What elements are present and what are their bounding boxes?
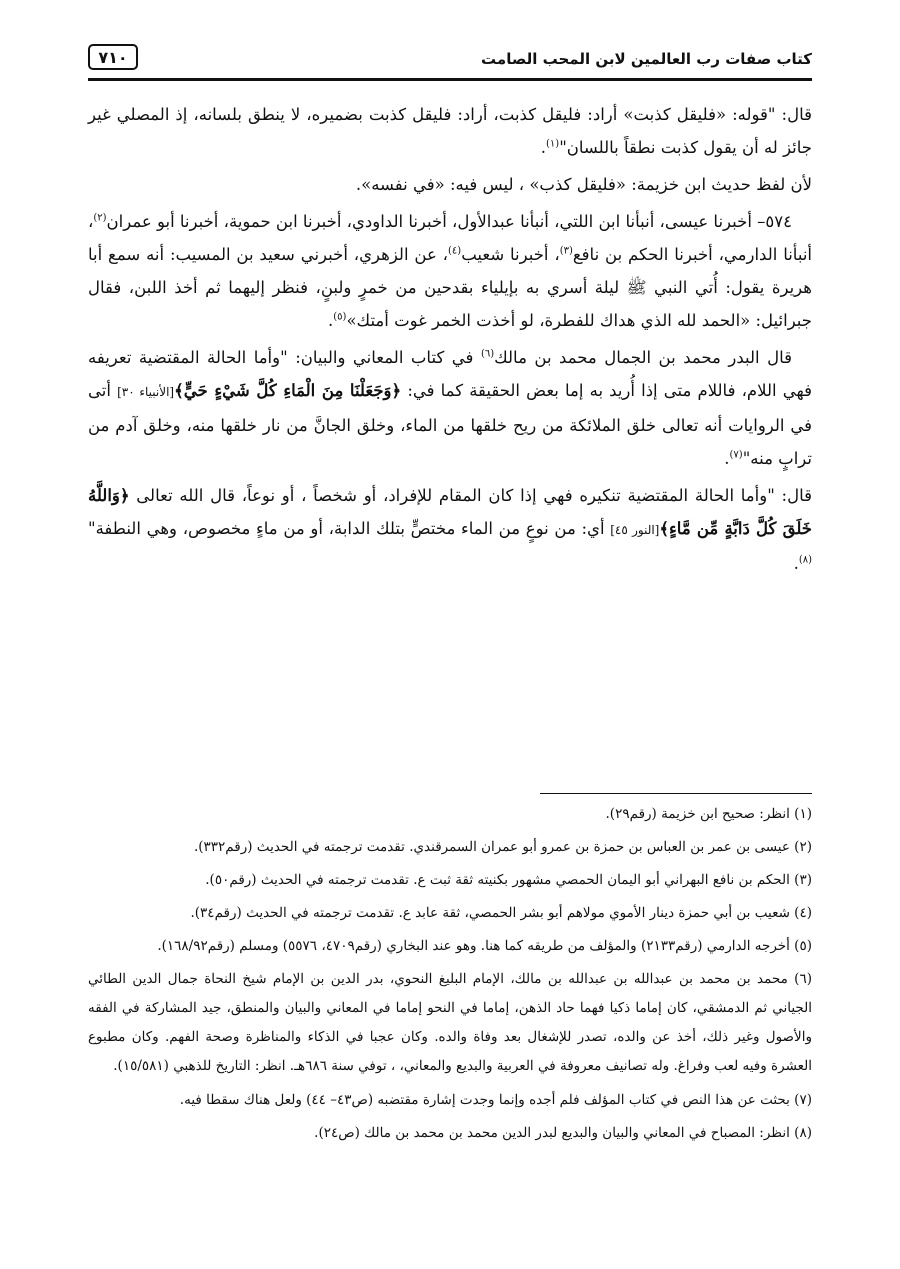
footnote-2: (٢) عيسى بن عمر بن العباس بن حمزة بن عمرو أبو عمران السمرقندي. تقدمت ترجمته في الحديث (رقم٣٣٢).	[193, 839, 812, 855]
paragraph-3-part-c: ، أخبرنا شعيب	[461, 245, 560, 264]
header-divider	[88, 78, 812, 81]
footnote-ref-2: (٢)	[93, 212, 107, 224]
footnote-divider	[540, 793, 812, 794]
paragraph-5-part-b: أي: من نوعٍ من الماء مختصٍّ بتلك الدابة، أو من ماءٍ مخصوص، وهي النطفة"	[88, 519, 611, 538]
main-text	[88, 98, 812, 584]
verse-reference-nur: [النور ٤٥]	[610, 523, 660, 537]
paragraph-5	[88, 479, 812, 580]
footnote-ref-7: (٧)	[729, 449, 743, 461]
paragraph-5-end: .	[793, 554, 799, 573]
paragraph-3-hadith-574	[88, 205, 812, 337]
quran-verse-anbiya: ﴿وَجَعَلْنَا مِنَ الْمَاءِ كُلَّ شَيْءٍ حَيٍّ﴾	[174, 381, 402, 400]
footnote-1: (١) انظر: صحيح ابن خزيمة (رقم٢٩).	[605, 806, 812, 822]
paragraph-1-text: قال: "قوله: «فليقل كذبت» أراد: فليقل كذبت، أراد: فليقل كذبت بضميره، لا ينطق بلسانه، إذ المصلي غير جائز له أن يقول كذبت نطقاً باللسان"	[88, 105, 812, 157]
paragraph-1-end: .	[540, 138, 547, 157]
page-number: ٧١٠	[88, 44, 138, 70]
footnote-ref-6: (٦)	[480, 348, 495, 360]
footnote-ref-3: (٣)	[559, 245, 573, 257]
paragraph-4-part-a: قال البدر محمد بن الجمال محمد بن مالك	[494, 348, 792, 367]
footnotes	[88, 800, 812, 1152]
footnote-7: (٧) بحثت عن هذا النص في كتاب المؤلف فلم أجده وإنما وجدت إشارة مقتضبه (ص٤٣– ٤٤) ولعل هناك سقطا فيه.	[179, 1092, 812, 1108]
footnote-8: (٨) انظر: المصباح في المعاني والبيان والبديع لبدر الدين محمد بن محمد بن مالك (ص٢٤).	[314, 1125, 812, 1141]
footnote-5: (٥) أخرجه الدارمي (رقم٢١٣٣) والمؤلف من طريقه كما هنا. وهو عند البخاري (رقم٤٧٠٩، ٥٥٧٦) ومسلم (رقم١٦٨/٩٢).	[157, 938, 812, 954]
footnote-6: (٦) محمد بن محمد بن عبدالله بن عبدالله بن مالك، الإمام البليغ النحوي، بدر الدين بن الإمام شيخ النحاة جمال الدين الطائي الجياني ثم الدمشقي، كان إماما ذكيا فهما حاد الذهن، إماما في النحو إماما في المعاني والبيان والمنطق، جيد المشاركة في الفقه والأصول وغير ذلك، أخذ عن والده، تصدر للإشغال بعد وفاة والده. وكان عجبا في الذكاء والمناظرة وصحة الفهم. وكان مطبوع العشرة وفيه لعب وفراغ. وله تصانيف معروفة في العربية والبديع والمعاني، ، توفي سنة ٦٨٦هـ. انظر: التاريخ للذهبي (١٥/٥٨١).	[88, 971, 812, 1074]
footnote-4: (٤) شعيب بن أبي حمزة دينار الأموي مولاهم أبو بشر الحمصي، ثقة عابد ع. تقدمت ترجمته في الحديث (رقم٣٤).	[190, 905, 812, 921]
footnote-ref-1: (١)	[546, 138, 560, 150]
paragraph-3-end: .	[328, 311, 334, 330]
footnote-ref-5: (٥)	[333, 311, 347, 323]
paragraph-4-end: .	[724, 449, 730, 468]
quran-verse-nur: ﴿وَاللَّهُ خَلَقَ كُلَّ دَابَّةٍ مِّن مَّاءٍ﴾	[88, 486, 812, 538]
footnote-ref-4: (٤)	[448, 245, 462, 257]
verse-reference-anbiya: [الأنبياء ٣٠]	[117, 385, 175, 399]
paragraph-5-part-a: قال: "وأما الحالة المقتضية تنكيره فهي إذا كان المقام للإفراد، أو شخصاً ، أو نوعاً، قال الله تعالى	[129, 486, 812, 505]
paragraph-3-part-b: ، أنبأنا الدارمي، أخبرنا الحكم بن نافع	[88, 212, 812, 264]
paragraph-4	[88, 341, 812, 475]
paragraph-2: لأن لفظ حديث ابن خزيمة: «فليقل كذب» ، ليس فيه: «في نفسه».	[355, 175, 812, 194]
paragraph-4-part-c: أتى في الروايات أنه تعالى خلق الملائكة من ريح خلقها من الماء، وخلق الجانَّ من نار خلقها منه، وخلق آدم من ترابٍ منه"	[88, 381, 812, 468]
footnote-3: (٣) الحكم بن نافع البهراني أبو اليمان الحمصي مشهور بكنيته ثقة ثبت ع. تقدمت ترجمته في الحديث (رقم٥٠).	[205, 872, 812, 888]
book-title: كتاب صفات رب العالمين لابن المحب الصامت	[481, 50, 812, 68]
page-header	[88, 44, 812, 78]
paragraph-3-part-d: ، عن الزهري، أخبرني سعيد بن المسيب: أنه سمع أبا هريرة يقول: أُتي النبي ﷺ ليلة أسري به بإيلياء بقدحين من خمرٍ ولبنٍ، فنظر إليهما ثم أخذ اللبن، فقال جبرائيل: «الحمد لله الذي هداك للفطرة، لو أخذت الخمر غوت أمتك»	[88, 245, 812, 330]
footnote-ref-8: (٨)	[798, 554, 812, 566]
paragraph-1	[88, 98, 812, 164]
paragraph-4-part-b: في كتاب المعاني والبيان: "وأما الحالة المقتضية تعريفه فهي اللام، فاللام متى إذا أُريد به إما بعض الحقيقة كما في:	[88, 348, 812, 400]
paragraph-3-part-a: ٥٧٤– أخبرنا عيسى، أنبأنا ابن اللتي، أنبأنا عبدالأول، أخبرنا الداودي، أخبرنا ابن حموية، أخبرنا أبو عمران	[106, 212, 792, 231]
